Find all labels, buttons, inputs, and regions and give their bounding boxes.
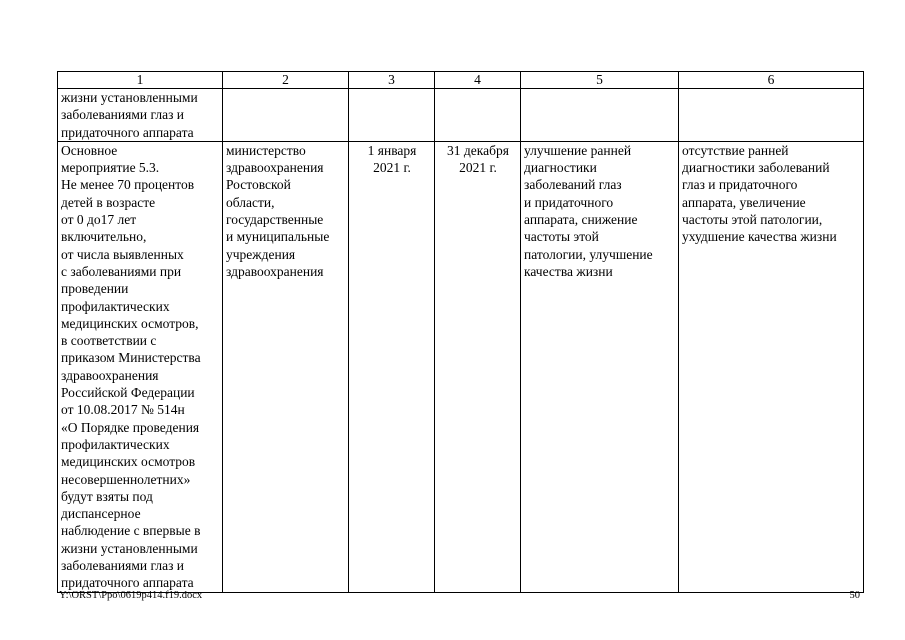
cell-text-line: здравоохранения xyxy=(226,263,324,279)
cell-text-line: проведении xyxy=(61,281,129,297)
cell-text-line: учреждения xyxy=(226,246,296,262)
cell-text-line: 31 декабря xyxy=(447,142,509,158)
cell-text-line: несовершеннолетних» xyxy=(61,471,191,487)
cell-empty xyxy=(435,89,521,142)
cell-text-line: улучшение ранней xyxy=(524,142,632,158)
cell-text-line: диагностики заболеваний xyxy=(682,160,830,176)
cell-text-line: 2021 г. xyxy=(373,160,411,176)
cell-text-line: мероприятие 5.3. xyxy=(61,160,160,176)
cell-text-line: качества жизни xyxy=(524,263,613,279)
cell-start-date xyxy=(349,141,435,592)
cell-text-line: придаточного аппарата xyxy=(61,124,194,140)
cell-text-line: в соответствии с xyxy=(61,333,157,349)
cell-empty xyxy=(223,89,349,142)
cell-consequences xyxy=(679,141,864,592)
cell-end-date xyxy=(435,141,521,592)
cell-empty xyxy=(349,89,435,142)
cell-text-line: ухудшение качества жизни xyxy=(682,229,837,245)
cell-text-line: заболеваниями глаз и xyxy=(61,558,184,574)
cell-text-line: аппарата, увеличение xyxy=(682,194,806,210)
cell-text-line: жизни установленными xyxy=(61,540,198,556)
cell-text-line: от числа выявленных xyxy=(61,246,184,262)
column-number-3: 3 xyxy=(349,72,435,89)
cell-text-line: от 10.08.2017 № 514н xyxy=(61,402,185,418)
cell-text-line: 2021 г. xyxy=(459,160,497,176)
cell-text-line: государственные xyxy=(226,212,324,228)
cell-text-line: с заболеваниями при xyxy=(61,263,182,279)
cell-text-line: придаточного аппарата xyxy=(61,575,194,591)
cell-text-line: приказом Министерства xyxy=(61,350,201,366)
column-number-6: 6 xyxy=(679,72,864,89)
footer-page-number: 50 xyxy=(849,590,860,601)
cell-responsible-executor xyxy=(223,141,349,592)
cell-text-line: частоты этой патологии, xyxy=(682,212,823,228)
cell-text-line: Российской Федерации xyxy=(61,385,195,401)
cell-text-line: включительно, xyxy=(61,229,147,245)
cell-text-line: здравоохранения xyxy=(61,367,159,383)
cell-text-line: патологии, улучшение xyxy=(524,246,653,262)
column-number-1: 1 xyxy=(58,72,223,89)
cell-text-line: медицинских осмотров, xyxy=(61,315,199,331)
cell-text-line: диспансерное xyxy=(61,506,141,522)
cell-text-line: и придаточного xyxy=(524,194,614,210)
cell-text-line: профилактических xyxy=(61,436,170,452)
cell-text-line: будут взяты под xyxy=(61,488,153,504)
cell-activity-description xyxy=(58,141,223,592)
column-number-5: 5 xyxy=(521,72,679,89)
cell-text-line: медицинских осмотров xyxy=(61,454,196,470)
table-row-main xyxy=(58,141,864,592)
activities-table xyxy=(57,71,864,593)
cell-text-line: Основное xyxy=(61,142,118,158)
cell-activity-continued xyxy=(58,89,223,142)
cell-text-line: глаз и придаточного xyxy=(682,177,798,193)
cell-text-line: Ростовской xyxy=(226,177,291,193)
cell-text-line: Не менее 70 процентов xyxy=(61,177,195,193)
cell-text-line: отсутствие ранней xyxy=(682,142,789,158)
cell-text-line: аппарата, снижение xyxy=(524,212,638,228)
cell-text-line: профилактических xyxy=(61,298,170,314)
cell-text-line: здравоохранения xyxy=(226,160,324,176)
footer-file-path: Y:\ORST\Ppo\0619p414.f19.docx xyxy=(59,590,203,601)
cell-text-line: министерство xyxy=(226,142,306,158)
cell-text-line: области, xyxy=(226,194,275,210)
table-header-row xyxy=(58,72,864,89)
cell-text-line: частоты этой xyxy=(524,229,599,245)
cell-text-line: диагностики xyxy=(524,160,597,176)
cell-expected-result xyxy=(521,141,679,592)
column-number-4: 4 xyxy=(435,72,521,89)
cell-text-line: и муниципальные xyxy=(226,229,330,245)
cell-text-line: «О Порядке проведения xyxy=(61,419,200,435)
column-number-2: 2 xyxy=(223,72,349,89)
cell-text-line: заболеваниями глаз и xyxy=(61,107,184,123)
cell-text-line: 1 января xyxy=(367,142,417,158)
cell-empty xyxy=(521,89,679,142)
cell-text-line: жизни установленными xyxy=(61,90,198,105)
cell-empty xyxy=(679,89,864,142)
cell-text-line: от 0 до17 лет xyxy=(61,212,137,228)
cell-text-line: детей в возрасте xyxy=(61,194,156,210)
cell-text-line: заболеваний глаз xyxy=(524,177,622,193)
cell-text-line: наблюдение с впервые в xyxy=(61,523,201,539)
table-row-continuation xyxy=(58,89,864,142)
